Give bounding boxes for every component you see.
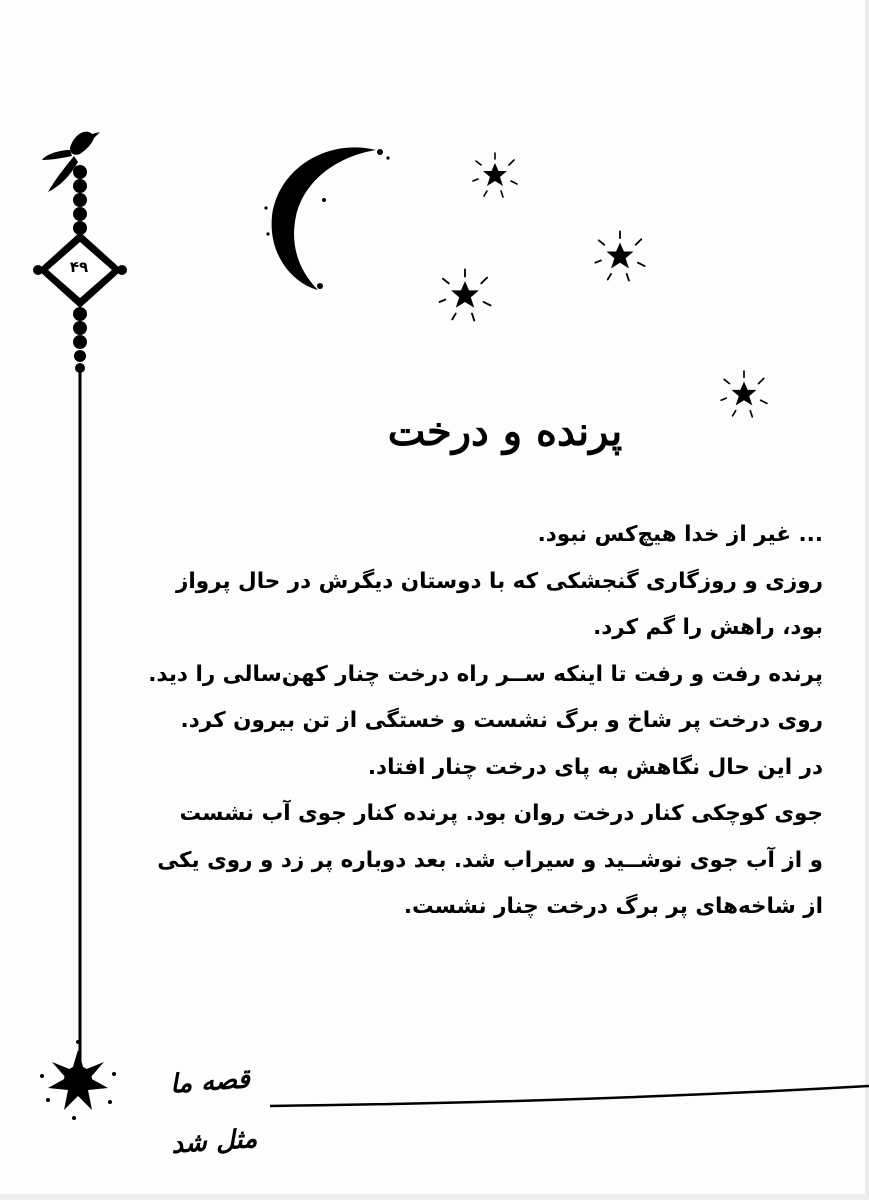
story-line: ... غیر از خدا هیچ‌کس نبود.	[537, 522, 823, 547]
star-icon	[718, 368, 770, 420]
footer-rule	[270, 1078, 869, 1118]
star-icon	[592, 228, 648, 284]
page-edge-shadow	[865, 0, 869, 1200]
page-number: ۴۹	[69, 258, 89, 276]
star-icon	[436, 266, 494, 324]
story-line: روزی و روزگاری گنجشکی که با دوستان دیگرش در حال پرواز	[176, 568, 823, 594]
crescent-moon-icon	[258, 138, 398, 298]
star-icon	[470, 150, 520, 200]
story-body	[148, 512, 823, 931]
story-line: روی درخت پر شاخ و برگ نشست و خستگی از تن بیرون کرد.	[180, 708, 823, 733]
story-end-phrase: قصه ما مثل شد	[169, 1064, 259, 1160]
story-line: جوی کوچکی کنار درخت روان بود. پرنده کنار جوی آب نشست	[179, 801, 823, 826]
story-title: پرنده و درخت	[387, 408, 623, 455]
page-bottom-shadow	[0, 1194, 869, 1200]
story-line: و از آب جوی نوشــید و سیراب شد. بعد دوباره پر زد و روی یکی	[157, 847, 823, 873]
story-line: در این حال نگاهش به پای درخت چنار افتاد.	[367, 754, 823, 780]
story-line: از شاخه‌های پر برگ درخت چنار نشست.	[403, 894, 823, 919]
story-line: پرنده رفت و رفت تا اینکه ســر راه درخت چنار کهن‌سالی را دید.	[148, 661, 823, 687]
story-line: بود، راهش را گم کرد.	[593, 615, 823, 640]
